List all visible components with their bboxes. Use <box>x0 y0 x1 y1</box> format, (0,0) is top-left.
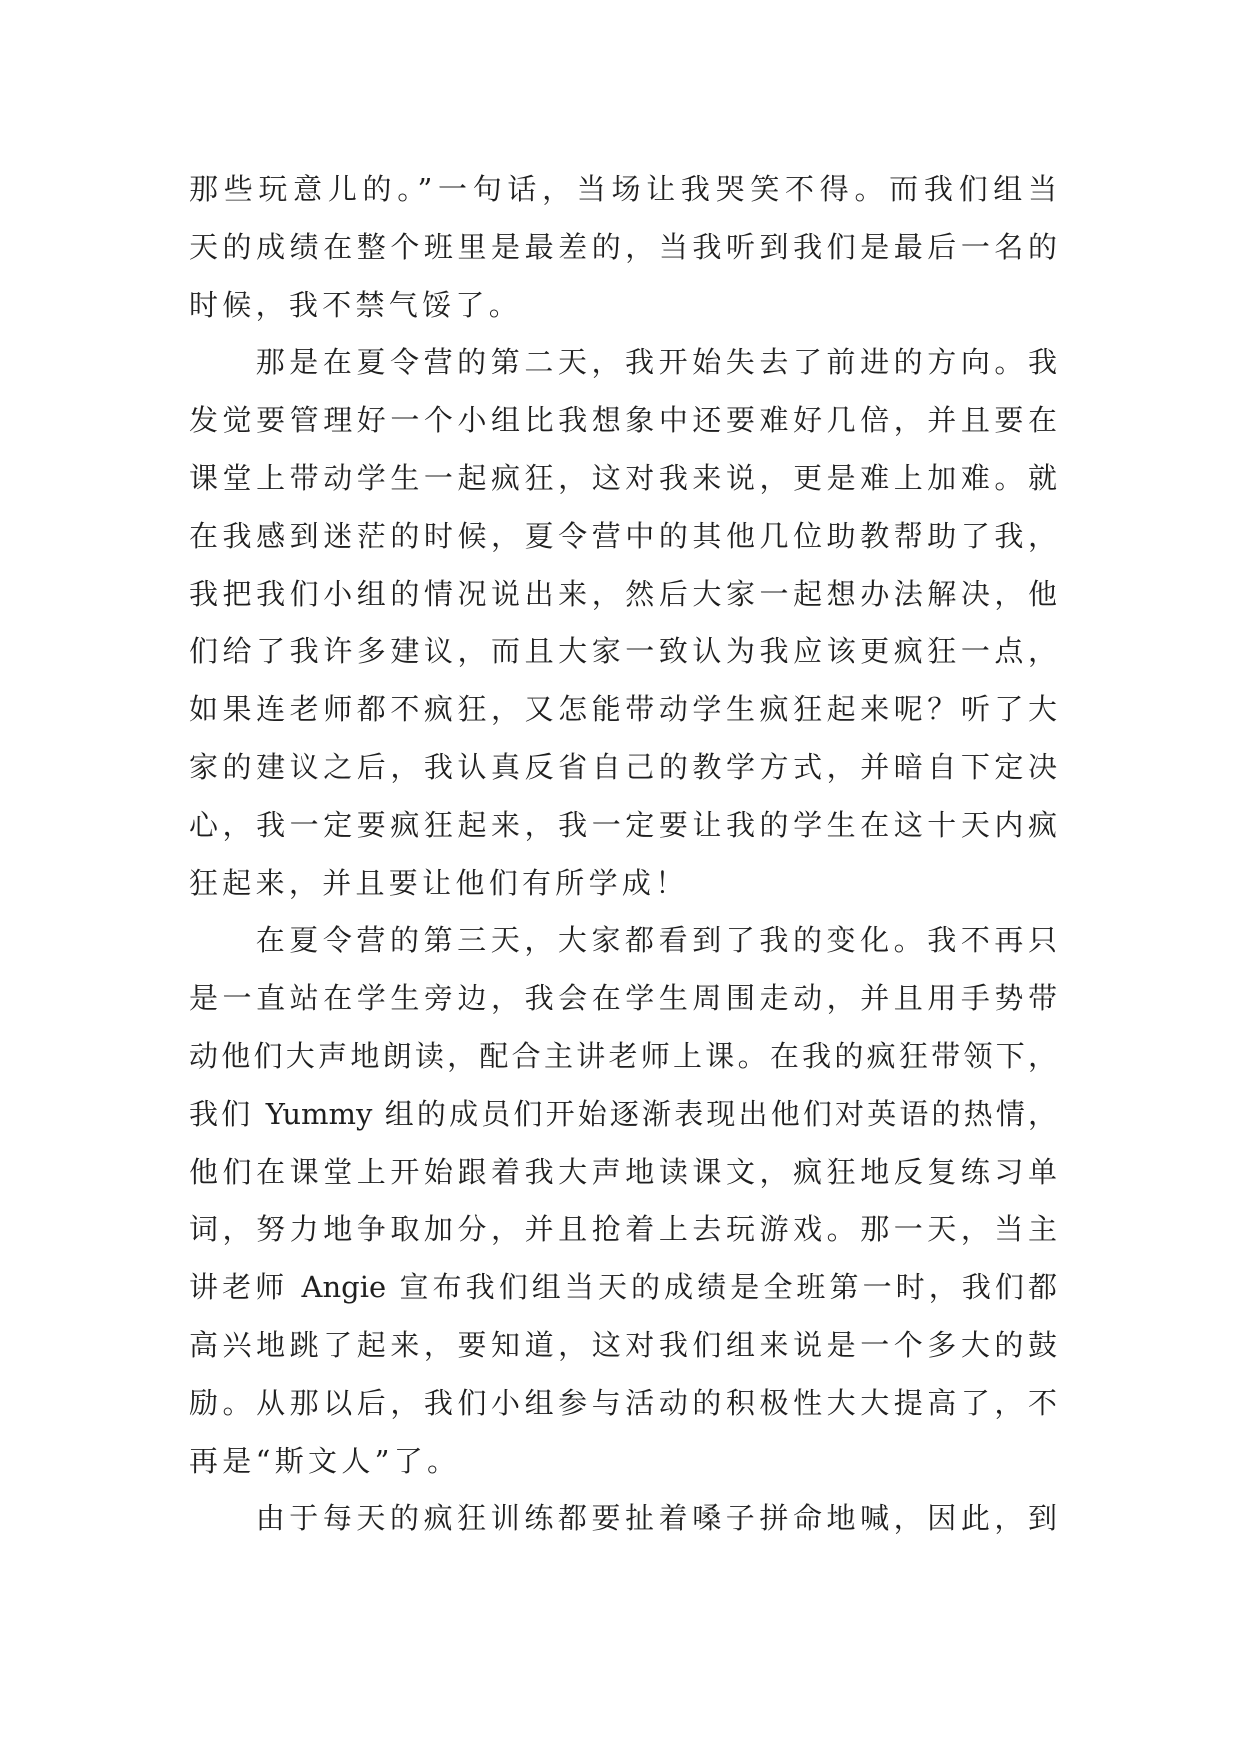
text-line: 在我感到迷茫的时候，夏令营中的其他几位助教帮助了我， <box>189 518 1057 553</box>
text-line: 他们在课堂上开始跟着我大声地读课文，疯狂地反复练习单 <box>189 1154 1057 1189</box>
paragraph <box>189 1490 1057 1548</box>
text-line: 词，努力地争取加分，并且抢着上去玩游戏。那一天，当主 <box>189 1212 1057 1247</box>
text-line: 如果连老师都不疯狂，又怎能带动学生疯狂起来呢？听了大 <box>189 692 1057 727</box>
text-line: 家的建议之后，我认真反省自己的教学方式，并暗自下定决 <box>189 749 1057 784</box>
paragraph <box>189 912 1057 1490</box>
text-line: 再是“斯文人”了。 <box>189 1443 461 1478</box>
text-line: 时候，我不禁气馁了。 <box>189 287 523 322</box>
text-line: 我们 Yummy 组的成员们开始逐渐表现出他们对英语的热情， <box>189 1096 1057 1131</box>
text-line: 高兴地跳了起来，要知道，这对我们组来说是一个多大的鼓 <box>189 1327 1057 1362</box>
text-line: 心，我一定要疯狂起来，我一定要让我的学生在这十天内疯 <box>189 807 1057 842</box>
text-line: 狂起来，并且要让他们有所学成！ <box>189 865 689 900</box>
text-line: 讲老师 Angie 宣布我们组当天的成绩是全班第一时，我们都 <box>189 1270 1057 1305</box>
text-line: 励。从那以后，我们小组参与活动的积极性大大提高了，不 <box>189 1385 1057 1420</box>
text-line: 在夏令营的第三天，大家都看到了我的变化。我不再只 <box>255 923 1057 958</box>
paragraph <box>189 334 1057 912</box>
text-line: 那些玩意儿的。”一句话，当场让我哭笑不得。而我们组当 <box>189 172 1057 206</box>
text-line: 动他们大声地朗读，配合主讲老师上课。在我的疯狂带领下， <box>189 1038 1057 1073</box>
text-line: 由于每天的疯狂训练都要扯着嗓子拼命地喊，因此，到 <box>255 1501 1057 1536</box>
text-line: 们给了我许多建议，而且大家一致认为我应该更疯狂一点， <box>189 634 1057 669</box>
text-line: 发觉要管理好一个小组比我想象中还要难好几倍，并且要在 <box>189 403 1057 438</box>
body-text <box>189 161 1057 1548</box>
paragraph <box>189 161 1057 334</box>
text-line: 课堂上带动学生一起疯狂，这对我来说，更是难上加难。就 <box>189 460 1057 495</box>
text-line: 天的成绩在整个班里是最差的，当我听到我们是最后一名的 <box>189 229 1057 264</box>
text-line: 是一直站在学生旁边，我会在学生周围走动，并且用手势带 <box>189 981 1057 1016</box>
text-line: 那是在夏令营的第二天，我开始失去了前进的方向。我 <box>255 345 1057 380</box>
text-line: 我把我们小组的情况说出来，然后大家一起想办法解决，他 <box>189 576 1057 611</box>
